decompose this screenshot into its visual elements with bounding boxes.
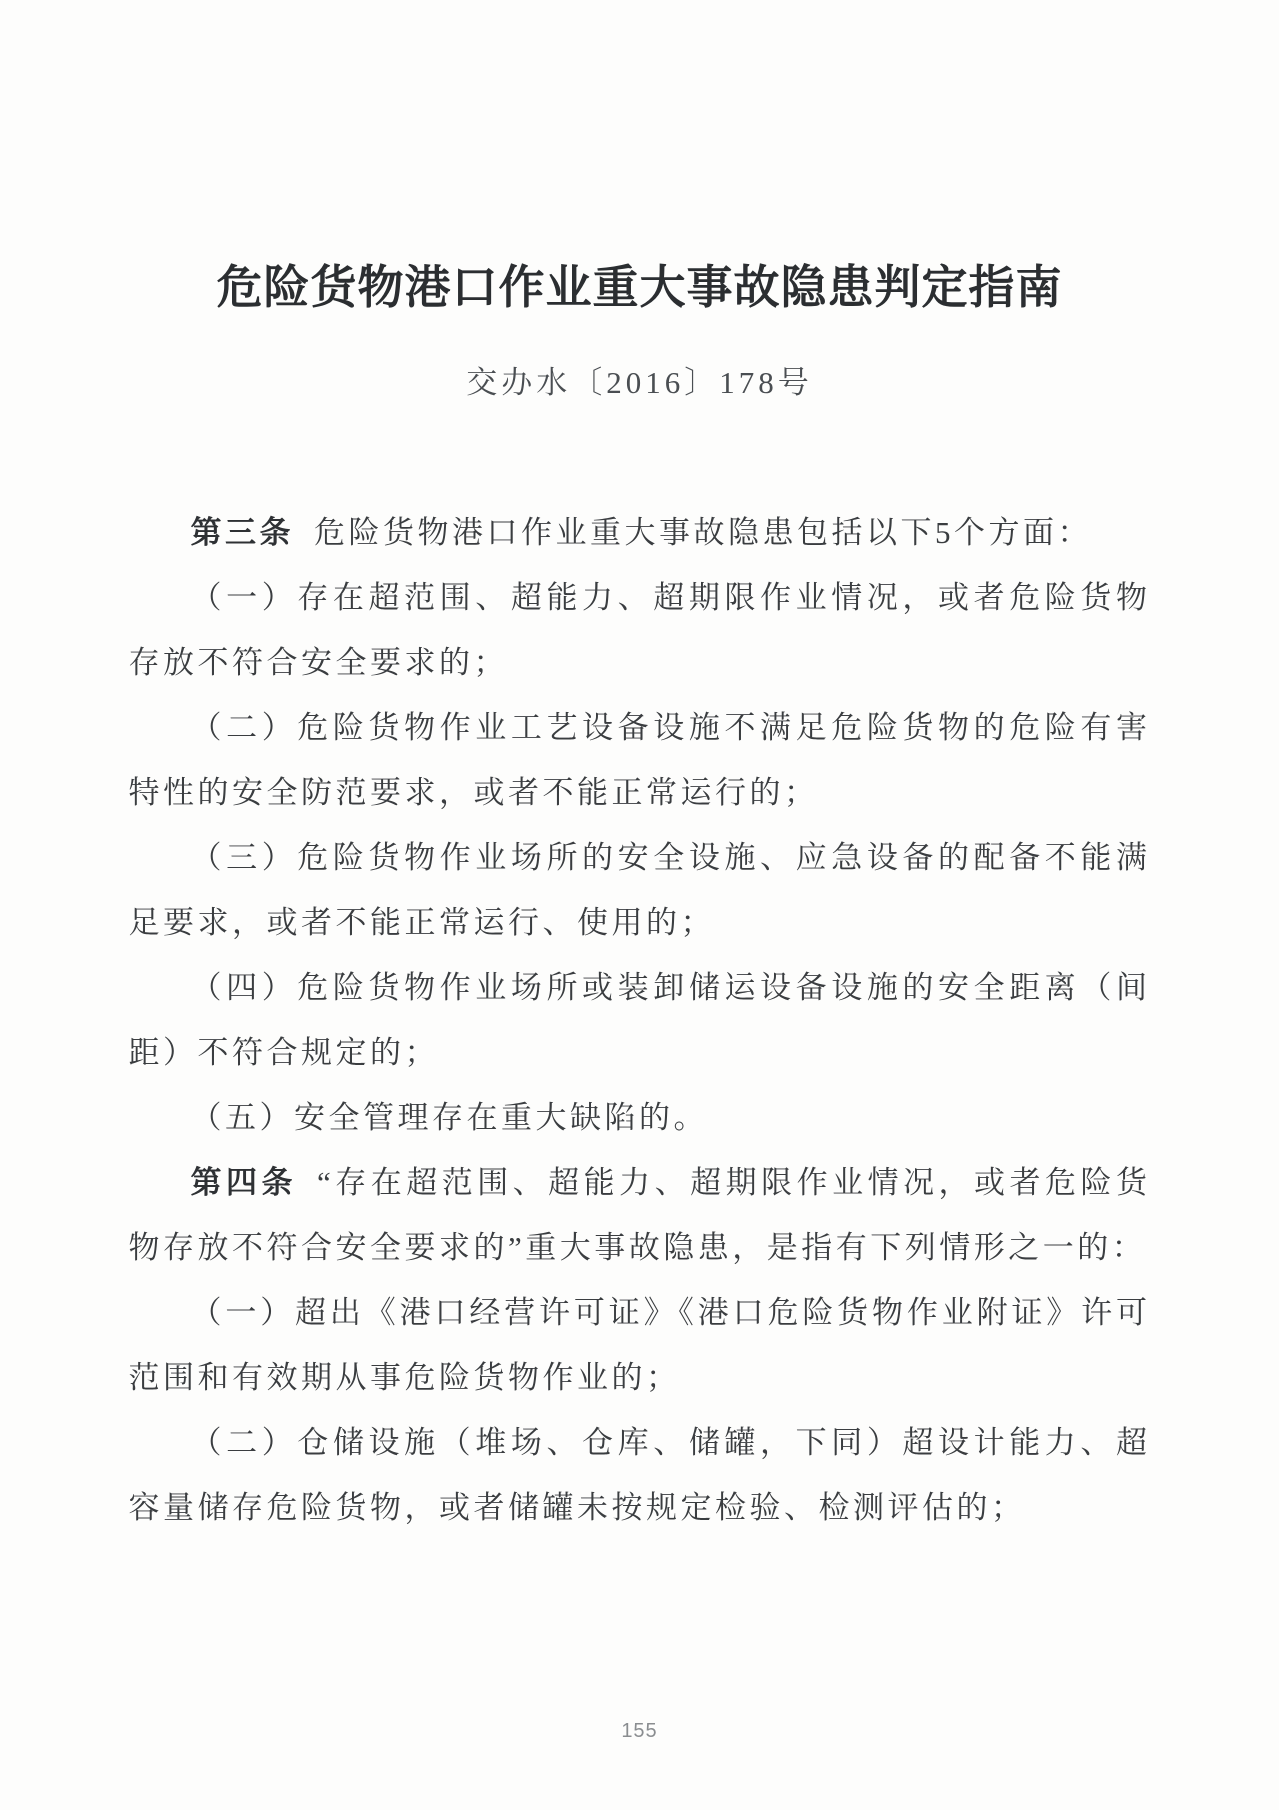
paragraph: [129, 1085, 1151, 1150]
paragraph: [129, 565, 1151, 695]
paragraph-text: （四）危险货物作业场所或装卸储运设备设施的安全距离（间距）不符合规定的；: [128, 969, 1151, 1070]
document-title: 危险货物港口作业重大事故隐患判定指南: [216, 262, 1063, 313]
document-number: 交办水〔2016〕178号: [466, 364, 813, 400]
paragraph-text: （二）仓储设施（堆场、仓库、储罐，下同）超设计能力、超容量储存危险货物，或者储罐未按规定检验、检测评估的；: [128, 1424, 1151, 1525]
page-number: 155: [621, 1720, 658, 1742]
paragraph: [129, 955, 1151, 1085]
paragraph-text: （一）存在超范围、超能力、超期限作业情况，或者危险货物存放不符合安全要求的；: [128, 579, 1151, 680]
paragraph: [129, 825, 1151, 955]
document-body: [129, 500, 1151, 1540]
paragraph-text: （三）危险货物作业场所的安全设施、应急设备的配备不能满足要求，或者不能正常运行、使用的；: [128, 839, 1151, 940]
paragraph: [129, 500, 1151, 565]
paragraph: [129, 1410, 1151, 1540]
paragraph-text: （五）安全管理存在重大缺陷的。: [190, 1099, 708, 1135]
paragraph: [129, 695, 1151, 825]
paragraph: [129, 1280, 1151, 1410]
paragraph-text: （二）危险货物作业工艺设备设施不满足危险货物的危险有害特性的安全防范要求，或者不能正常运行的；: [128, 709, 1151, 810]
paragraph-text: （一）超出《港口经营许可证》《港口危险货物作业附证》许可范围和有效期从事危险货物作业的；: [128, 1294, 1151, 1395]
paragraph-text: “存在超范围、超能力、超期限作业情况，或者危险货物存放不符合安全要求的”重大事故隐患，是指有下列情形之一的：: [128, 1164, 1151, 1265]
paragraph-text: 危险货物港口作业重大事故隐患包括以下5个方面：: [314, 514, 1092, 550]
article-label: 第四条: [190, 1164, 297, 1200]
article-label: 第三条: [190, 514, 294, 550]
paragraph: [129, 1150, 1151, 1280]
